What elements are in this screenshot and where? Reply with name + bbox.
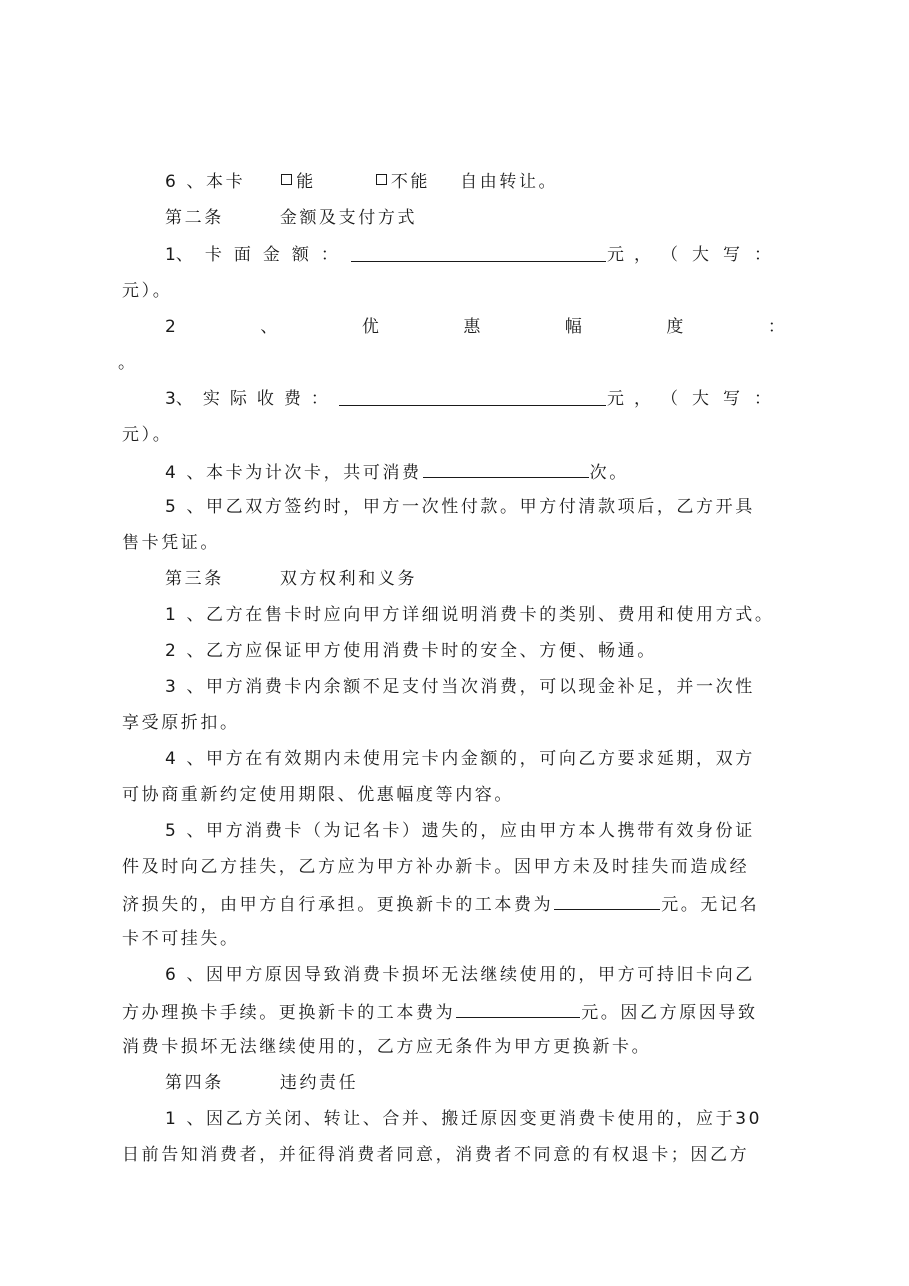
clause-text: （大写： <box>661 245 785 265</box>
clause-line <box>122 893 759 915</box>
clause-text: 、因甲方原因导致消费卡损坏无法继续使用的，甲方可持旧卡向乙 <box>186 965 755 985</box>
article-heading <box>165 1073 358 1093</box>
clause-text: 、甲方在有效期内未使用完卡内金额的，可向乙方要求延期，双方 <box>186 749 755 769</box>
clause-line <box>165 317 785 337</box>
clause-text: 可协商重新约定使用期限、优惠幅度等内容。 <box>122 785 514 805</box>
clause-text: 惠 <box>463 317 481 337</box>
item-number: 2 <box>165 317 176 337</box>
item-number: 1 <box>165 1109 179 1129</box>
item-number: 3 <box>165 389 176 409</box>
item-number: 6 <box>165 172 179 192</box>
item-number: 5 <box>165 497 179 517</box>
clause-text: 度 <box>666 317 684 337</box>
option-label: 能 <box>296 172 316 192</box>
clause-text: 享受原折扣。 <box>122 713 240 733</box>
clause-text: 元， <box>607 389 661 409</box>
clause-text: 、甲乙双方签约时，甲方一次性付款。甲方付清款项后，乙方开具 <box>186 497 755 517</box>
clause-text: 日前告知消费者，并征得消费者同意，消费者不同意的有权退卡；因乙方 <box>122 1145 750 1165</box>
checkbox-icon[interactable] <box>281 174 292 185</box>
clause-text: 元）。 <box>122 281 173 301</box>
clause-text: 消费卡损坏无法继续使用的，乙方应无条件为甲方更换新卡。 <box>122 1037 652 1057</box>
clause-line <box>165 245 785 265</box>
clause-text: 元）。 <box>122 425 173 445</box>
clause-text: ： <box>767 317 785 337</box>
clause-line <box>165 497 755 517</box>
article-title: 违约责任 <box>279 1073 359 1093</box>
article-number: 第二条 <box>165 208 224 228</box>
clause-text: 、本卡为计次卡，共可消费 <box>186 463 422 483</box>
clause-line <box>165 965 755 985</box>
checkbox-icon[interactable] <box>376 174 387 185</box>
clause-line <box>165 605 774 625</box>
article-heading <box>165 208 417 228</box>
clause-text: 自由转让。 <box>460 172 559 192</box>
item-number: 3 <box>165 677 179 697</box>
clause-text: 。 <box>118 353 138 373</box>
amount-blank[interactable] <box>351 245 606 262</box>
clause-text: 次。 <box>589 463 629 483</box>
clause-text: 优 <box>361 317 379 337</box>
item-number: 4 <box>165 749 179 769</box>
clause-text: 、因乙方关闭、转让、合并、搬迁原因变更消费卡使用的，应于30 <box>186 1109 763 1129</box>
clause-text: 、甲方消费卡内余额不足支付当次消费，可以现金补足，并一次性 <box>186 677 755 697</box>
clause-text: 济损失的，由甲方自行承担。更换新卡的工本费为 <box>122 895 554 915</box>
clause-line <box>165 677 755 697</box>
clause-text: 、卡面金额： <box>175 245 350 265</box>
clause-line <box>165 1109 762 1129</box>
clause-text: 元。无记名 <box>661 895 760 915</box>
fee-blank[interactable] <box>554 893 660 910</box>
option-label: 不能 <box>390 172 431 192</box>
clause-text: （大写： <box>661 389 785 409</box>
clause-text: 售卡凭证。 <box>122 533 220 553</box>
clause-text: 元。因乙方原因导致 <box>581 1003 758 1023</box>
amount-blank[interactable] <box>339 389 606 406</box>
item-number: 6 <box>165 965 179 985</box>
clause-line <box>165 172 558 192</box>
clause-text: 件及时向乙方挂失，乙方应为甲方补办新卡。因甲方未及时挂失而造成经 <box>122 857 750 877</box>
clause-text: 、甲方消费卡（为记名卡）遗失的，应由甲方本人携带有效身份证 <box>186 821 755 841</box>
clause-text: 、实际收费： <box>175 389 338 409</box>
article-title: 双方权利和义务 <box>279 569 418 589</box>
item-number: 1 <box>165 605 179 625</box>
clause-text: 、乙方在售卡时应向甲方详细说明消费卡的类别、费用和使用方式。 <box>186 605 775 625</box>
article-number: 第四条 <box>165 1073 224 1093</box>
clause-line <box>165 749 755 769</box>
item-number: 1 <box>165 245 176 265</box>
clause-text: 方办理换卡手续。更换新卡的工本费为 <box>122 1003 456 1023</box>
article-title: 金额及支付方式 <box>279 208 418 228</box>
item-number: 4 <box>165 463 179 483</box>
clause-line <box>165 461 629 483</box>
clause-text: 元， <box>607 245 661 265</box>
clause-line <box>165 389 785 409</box>
article-heading <box>165 569 417 589</box>
clause-text: 卡不可挂失。 <box>122 929 240 949</box>
clause-line <box>165 821 755 841</box>
article-number: 第三条 <box>165 569 224 589</box>
fee-blank[interactable] <box>456 1001 580 1018</box>
clause-text: 、本卡 <box>186 172 246 192</box>
clause-text: 幅 <box>564 317 582 337</box>
item-number: 5 <box>165 821 179 841</box>
clause-line <box>165 641 657 661</box>
clause-text: 、乙方应保证甲方使用消费卡时的安全、方便、畅通。 <box>186 641 657 661</box>
clause-line <box>122 1001 758 1023</box>
count-blank[interactable] <box>423 461 589 478</box>
clause-text: 、 <box>260 317 278 337</box>
item-number: 2 <box>165 641 179 661</box>
